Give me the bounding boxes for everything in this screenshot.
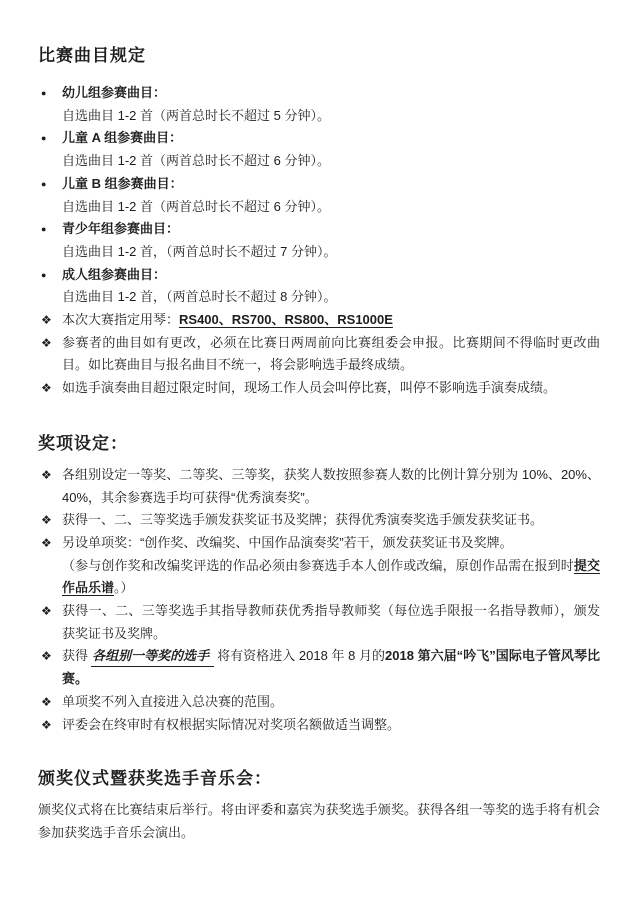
- instruments-prefix: 本次大赛指定用琴：: [62, 312, 180, 328]
- note-time-limit: [38, 377, 600, 400]
- final-mid: 将有资格进入 2018 年 8 月的: [217, 648, 386, 664]
- special-note-prefix: （参与创作奖和改编奖评选的作品必须由参赛选手本人创作或改编，原创作品需在报到时: [62, 557, 574, 573]
- award-item-special: [38, 532, 600, 600]
- group-label: 幼儿组参赛曲目：: [62, 85, 167, 100]
- award-text: 各组别设定一等奖、二等奖、三等奖，获奖人数按照参赛人数的比例计算分别为 10%、20%、40%，其余参赛选手均可获得“优秀演奏奖”。: [62, 466, 600, 505]
- diamond-bullet-icon: ❖: [41, 381, 52, 396]
- section-title-ceremony: 颁奖仪式暨获奖选手音乐会：: [38, 769, 272, 789]
- final-prefix: 获得: [62, 648, 89, 664]
- diamond-bullet-icon: ❖: [41, 694, 52, 709]
- group-detail: 自选曲目 1-2 首，（两首总时长不超过 8 分钟）。: [62, 289, 337, 305]
- note-repertoire-change: [38, 332, 600, 377]
- group-item-children-a: [38, 127, 600, 172]
- award-special-note: [62, 555, 600, 600]
- circle-bullet-icon: ●: [41, 133, 47, 144]
- group-label: 儿童 A 组参赛曲目：: [62, 130, 183, 146]
- award-item-final-qualification: [38, 645, 600, 690]
- group-item-adult: [38, 264, 600, 309]
- ceremony-body: 颁奖仪式将在比赛结束后举行。将由评委和嘉宾为获奖选手颁奖。获得各组一等奖的选手将有机会参加获奖选手音乐会演出。: [38, 802, 600, 840]
- group-label: 成人组参赛曲目：: [62, 266, 167, 282]
- diamond-bullet-icon: ❖: [41, 313, 52, 328]
- award-text: 评委会在终审时有权根据实际情况对奖项名额做适当调整。: [62, 716, 401, 732]
- group-item-children-b: [38, 173, 600, 218]
- award-text: 另设单项奖：“创作奖、改编奖、中国作品演奏奖”若干，颁发获奖证书及奖牌。: [62, 534, 513, 550]
- note-text: 如选手演奏曲目超过限定时间，现场工作人员会叫停比赛，叫停不影响选手演奏成绩。: [62, 380, 557, 396]
- final-competition-name: 2018 第六届“吟飞”国际电子管风琴比赛。: [62, 648, 600, 687]
- group-item-youth: [38, 218, 600, 263]
- award-text: 获得一、二、三等奖选手其指导教师获优秀指导教师奖（每位选手限报一名指导教师），颁发获奖证书及奖牌。: [62, 603, 600, 641]
- award-text: 获得一、二、三等奖选手颁发获奖证书及奖牌；获得优秀演奏奖选手颁发获奖证书。: [62, 512, 544, 528]
- group-item-toddler: [38, 82, 600, 127]
- note-designated-instruments: [38, 309, 600, 332]
- award-item-single-award-scope: [38, 691, 600, 714]
- diamond-bullet-icon: ❖: [41, 467, 52, 482]
- group-detail: 自选曲目 1-2 首，（两首总时长不超过 7 分钟）。: [62, 243, 337, 259]
- group-label: 儿童 B 组参赛曲目：: [62, 175, 183, 191]
- circle-bullet-icon: ●: [41, 224, 47, 235]
- diamond-bullet-icon: ❖: [41, 649, 52, 664]
- diamond-bullet-icon: ❖: [41, 335, 52, 350]
- group-detail: 自选曲目 1-2 首（两首总时长不超过 6 分钟）。: [62, 198, 330, 214]
- circle-bullet-icon: ●: [41, 269, 47, 280]
- group-label: 青少年组参赛曲目：: [62, 221, 180, 237]
- note-text: 参赛者的曲目如有更改，必须在比赛日两周前向比赛组委会申报。比赛期间不得临时更改曲目。如比赛曲目与报名曲目不统一，将会影响选手最终成绩。: [62, 334, 600, 373]
- award-item-teachers: [38, 600, 600, 645]
- final-winners-emphasis: 各组别一等奖的选手: [91, 646, 214, 667]
- section-title-repertoire: 比赛曲目规定: [38, 46, 146, 65]
- diamond-bullet-icon: ❖: [41, 604, 52, 619]
- diamond-bullet-icon: ❖: [41, 513, 52, 528]
- group-detail: 自选曲目 1-2 首（两首总时长不超过 6 分钟）。: [62, 153, 330, 169]
- special-note-highlight: 提交作品乐谱: [62, 557, 600, 596]
- special-note-suffix: 。）: [114, 580, 134, 596]
- award-text: 单项奖不列入直接进入总决赛的范围。: [62, 693, 284, 709]
- circle-bullet-icon: ●: [41, 88, 47, 98]
- circle-bullet-icon: ●: [41, 178, 47, 189]
- award-item-tiers: [38, 464, 600, 509]
- diamond-bullet-icon: ❖: [41, 535, 52, 550]
- award-item-jury-adjustment: [38, 714, 600, 737]
- instrument-models: RS400、RS700、RS800、RS1000E: [179, 312, 393, 328]
- group-detail: 自选曲目 1-2 首（两首总时长不超过 5 分钟）。: [62, 107, 330, 123]
- diamond-bullet-icon: ❖: [41, 717, 52, 732]
- award-item-certificates: [38, 509, 600, 532]
- section-title-awards: 奖项设定：: [38, 433, 128, 453]
